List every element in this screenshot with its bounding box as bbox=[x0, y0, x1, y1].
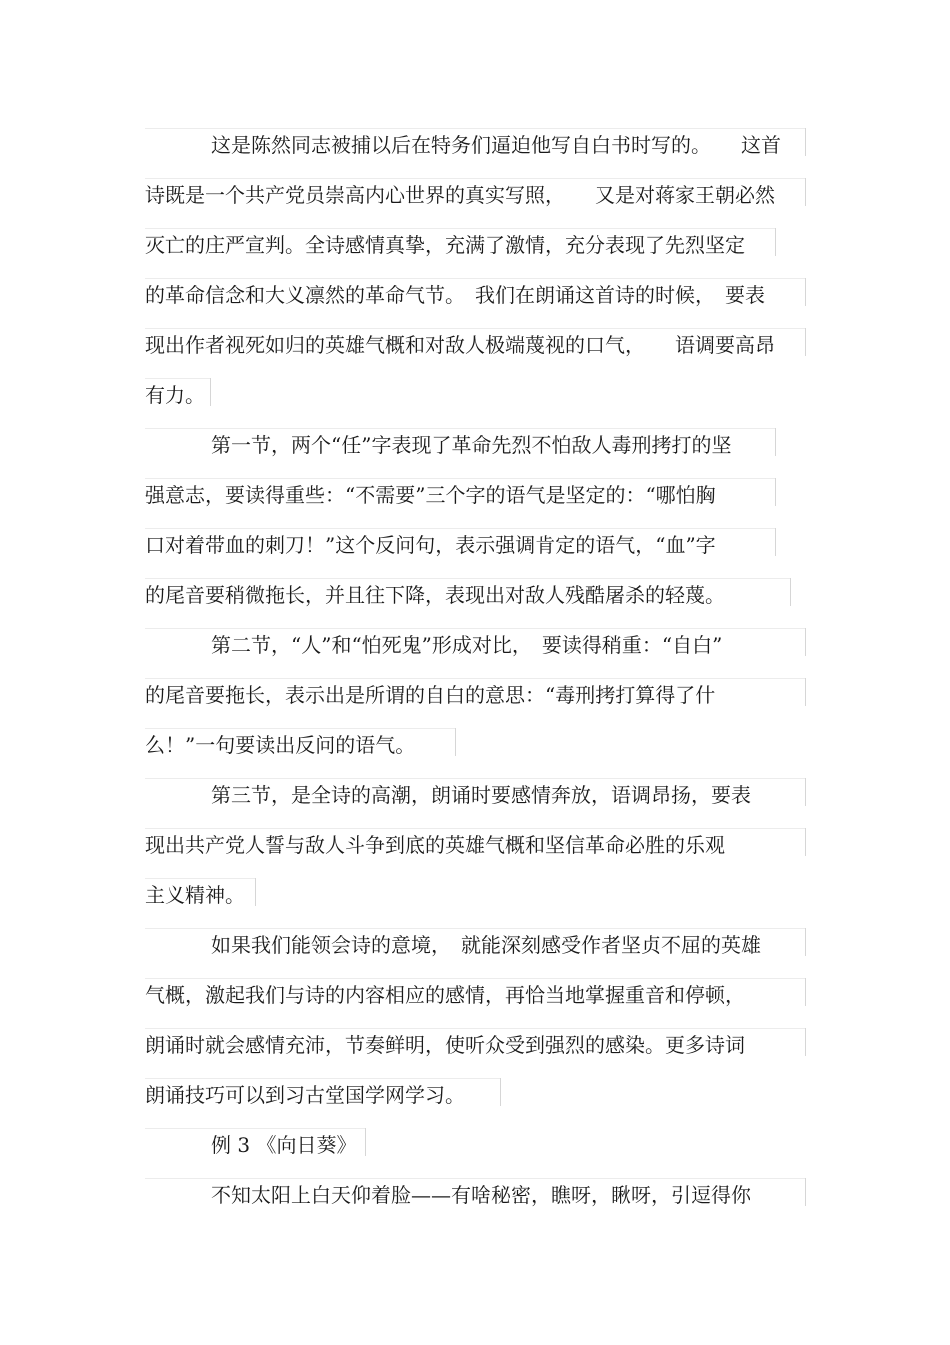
line-text: 这是陈然同志被捕以后在特务们逼迫他写自白书时写的。 这首 bbox=[211, 133, 781, 157]
line-guide-edge bbox=[805, 828, 806, 856]
line-guide-edge bbox=[255, 878, 256, 906]
line-guide bbox=[145, 528, 775, 529]
line-guide-edge bbox=[805, 1028, 806, 1056]
text-line bbox=[145, 1180, 805, 1230]
text-line bbox=[145, 230, 805, 280]
text-line bbox=[145, 380, 805, 430]
line-text: 现出共产党人誓与敌人斗争到底的英雄气概和坚信革命必胜的乐观 bbox=[145, 833, 725, 857]
line-guide bbox=[145, 828, 805, 829]
line-guide bbox=[145, 928, 805, 929]
text-line bbox=[145, 780, 805, 830]
line-text: 朗诵技巧可以到习古堂国学网学习。 bbox=[145, 1083, 465, 1107]
line-guide bbox=[145, 1028, 805, 1029]
line-guide-edge bbox=[805, 678, 806, 706]
line-guide-edge bbox=[775, 528, 776, 556]
text-line bbox=[145, 280, 805, 330]
line-guide bbox=[145, 278, 805, 279]
text-line bbox=[145, 580, 805, 630]
line-text: 的革命信念和大义凛然的革命气节。 我们在朗诵这首诗的时候， 要表 bbox=[145, 283, 765, 307]
line-guide-edge bbox=[775, 428, 776, 456]
text-line bbox=[145, 730, 805, 780]
text-line bbox=[145, 930, 805, 980]
line-text: 如果我们能领会诗的意境， 就能深刻感受作者坚贞不屈的英雄 bbox=[211, 933, 761, 957]
text-line bbox=[145, 830, 805, 880]
text-line bbox=[145, 630, 805, 680]
line-guide bbox=[145, 1178, 805, 1179]
line-guide-edge bbox=[365, 1128, 366, 1156]
text-line bbox=[145, 1130, 805, 1180]
line-text: 气概，激起我们与诗的内容相应的感情，再恰当地掌握重音和停顿， bbox=[145, 983, 745, 1007]
line-guide-edge bbox=[790, 578, 791, 606]
line-guide-edge bbox=[805, 778, 806, 806]
text-line bbox=[145, 680, 805, 730]
text-line bbox=[145, 180, 805, 230]
text-line bbox=[145, 430, 805, 480]
text-line bbox=[145, 1030, 805, 1080]
line-guide bbox=[145, 378, 210, 379]
line-text: 第一节，两个“任”字表现了革命先烈不怕敌人毒刑拷打的坚 bbox=[211, 433, 732, 457]
line-guide bbox=[145, 1128, 365, 1129]
line-guide bbox=[145, 778, 805, 779]
line-guide bbox=[145, 728, 455, 729]
line-guide bbox=[145, 628, 805, 629]
line-guide-edge bbox=[210, 378, 211, 406]
line-guide-edge bbox=[805, 928, 806, 956]
line-guide bbox=[145, 228, 775, 229]
line-text: 主义精神。 bbox=[145, 883, 245, 907]
line-guide bbox=[145, 128, 805, 129]
line-text: 灭亡的庄严宣判。全诗感情真挚，充满了激情，充分表现了先烈坚定 bbox=[145, 233, 745, 257]
line-guide-edge bbox=[805, 178, 806, 206]
line-guide bbox=[145, 1078, 500, 1079]
line-text: 诗既是一个共产党员崇高内心世界的真实写照， 又是对蒋家王朝必然 bbox=[145, 183, 775, 207]
line-guide-edge bbox=[500, 1078, 501, 1106]
line-guide bbox=[145, 178, 805, 179]
line-text: 的尾音要稍微拖长，并且往下降，表现出对敌人残酷屠杀的轻蔑。 bbox=[145, 583, 725, 607]
line-text: 例 3 《向日葵》 bbox=[211, 1133, 357, 1157]
text-line bbox=[145, 330, 805, 380]
line-text: 口对着带血的刺刀！”这个反问句，表示强调肯定的语气，“血”字 bbox=[145, 533, 716, 557]
line-guide bbox=[145, 428, 775, 429]
line-text: 第三节，是全诗的高潮，朗诵时要感情奔放，语调昂扬，要表 bbox=[211, 783, 751, 807]
line-text: 强意志，要读得重些：“不需要”三个字的语气是坚定的：“哪怕胸 bbox=[145, 483, 716, 507]
line-guide-edge bbox=[455, 728, 456, 756]
text-line bbox=[145, 530, 805, 580]
text-line bbox=[145, 880, 805, 930]
line-guide-edge bbox=[805, 1178, 806, 1206]
line-guide bbox=[145, 478, 775, 479]
line-guide bbox=[145, 678, 805, 679]
text-line bbox=[145, 980, 805, 1030]
line-text: 现出作者视死如归的英雄气概和对敌人极端蔑视的口气， 语调要高昂 bbox=[145, 333, 775, 357]
line-guide-edge bbox=[805, 978, 806, 1006]
text-line bbox=[145, 480, 805, 530]
line-guide bbox=[145, 878, 255, 879]
line-text: 不知太阳上白天仰着脸——有啥秘密，瞧呀，瞅呀，引逗得你 bbox=[211, 1183, 751, 1207]
text-line bbox=[145, 130, 805, 180]
line-guide-edge bbox=[805, 328, 806, 356]
line-guide-edge bbox=[775, 478, 776, 506]
line-guide bbox=[145, 978, 805, 979]
text-line bbox=[145, 1080, 805, 1130]
line-text: 第二节，“人”和“怕死鬼”形成对比， 要读得稍重：“自白” bbox=[211, 633, 723, 657]
line-guide-edge bbox=[805, 128, 806, 156]
line-guide bbox=[145, 328, 805, 329]
line-text: 有力。 bbox=[145, 383, 205, 407]
line-guide-edge bbox=[805, 278, 806, 306]
line-guide-edge bbox=[805, 628, 806, 656]
line-guide-edge bbox=[775, 228, 776, 256]
line-text: 朗诵时就会感情充沛，节奏鲜明，使听众受到强烈的感染。更多诗词 bbox=[145, 1033, 745, 1057]
line-text: 的尾音要拖长，表示出是所谓的自白的意思：“毒刑拷打算得了什 bbox=[145, 683, 716, 707]
line-guide bbox=[145, 578, 790, 579]
line-text: 么！”一句要读出反问的语气。 bbox=[145, 733, 416, 757]
